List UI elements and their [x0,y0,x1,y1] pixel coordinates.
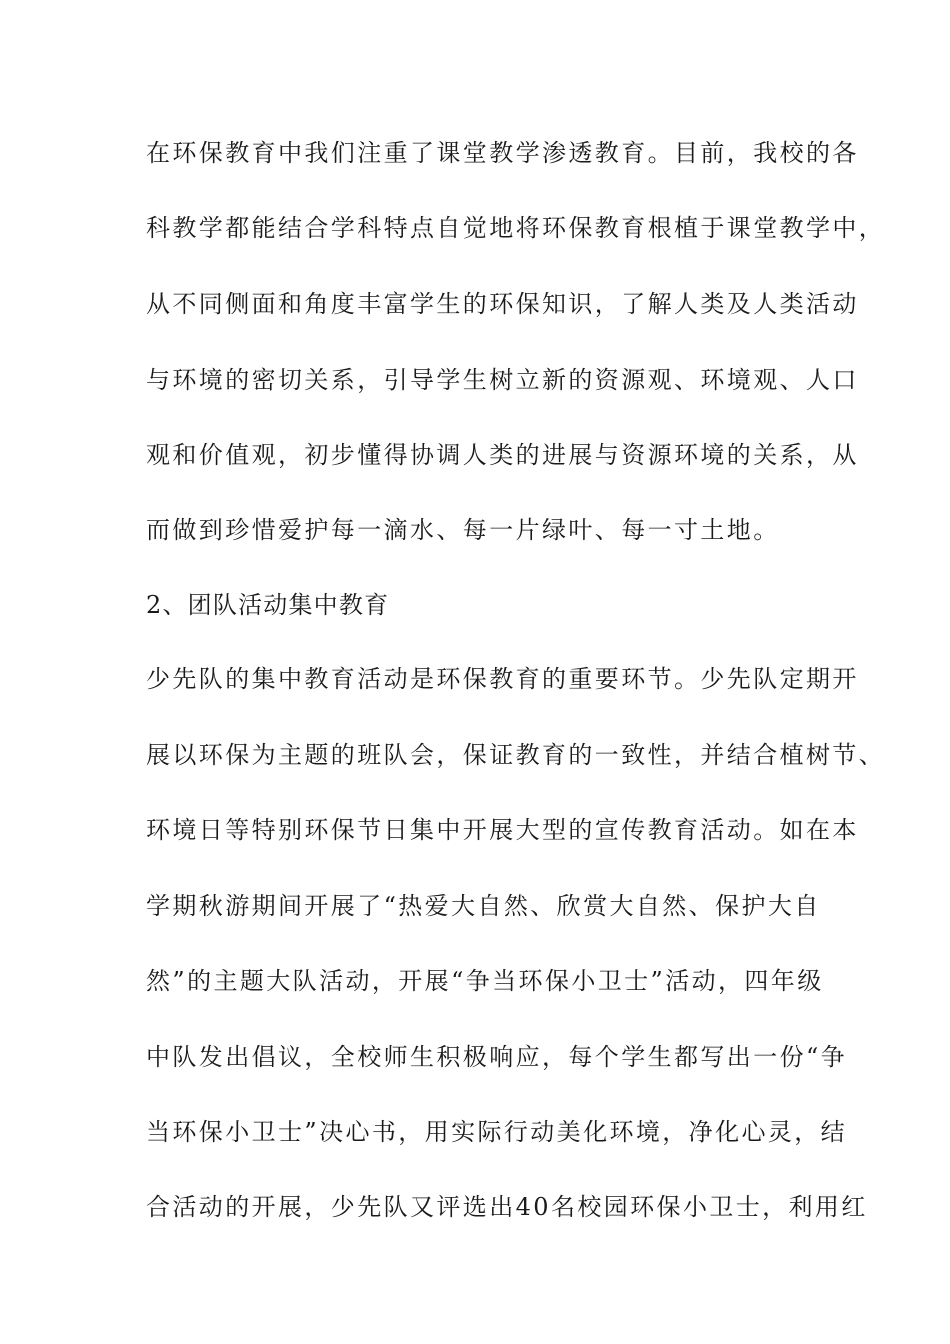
paragraph-line: 中队发出倡议，全校师生积极响应，每个学生都写出一份“争 [146,1043,848,1071]
paragraph-line: 环境日等特别环保节日集中开展大型的宣传教育活动。如在本 [146,816,859,844]
section-heading: 2、团队活动集中教育 [146,591,390,619]
paragraph-line: 少先队的集中教育活动是环保教育的重要环节。少先队定期开 [146,665,859,693]
paragraph-line: 然”的主题大队活动，开展“争当环保小卫士”活动，四年级 [146,967,824,995]
paragraph-line: 而做到珍惜爱护每一滴水、每一片绿叶、每一寸土地。 [146,516,780,544]
paragraph-line: 展以环保为主题的班队会，保证教育的一致性，并结合植树节、 [146,741,886,769]
paragraph-line: 在环保教育中我们注重了课堂教学渗透教育。目前，我校的各 [146,139,859,167]
paragraph-line: 从不同侧面和角度丰富学生的环保知识，了解人类及人类活动 [146,290,859,318]
paragraph-line: 科教学都能结合学科特点自觉地将环保教育根植于课堂教学中， [146,214,886,242]
paragraph-line: 当环保小卫士”决心书，用实际行动美化环境，净化心灵，结 [146,1118,848,1146]
paragraph-line: 合活动的开展，少先队又评选出40名校园环保小卫士，利用红 [146,1193,868,1221]
paragraph-line: 与环境的密切关系，引导学生树立新的资源观、环境观、人口 [146,366,859,394]
paragraph-line: 观和价值观，初步懂得协调人类的进展与资源环境的关系，从 [146,441,859,469]
paragraph-line: 学期秋游期间开展了“热爱大自然、欣赏大自然、保护大自 [146,892,821,920]
